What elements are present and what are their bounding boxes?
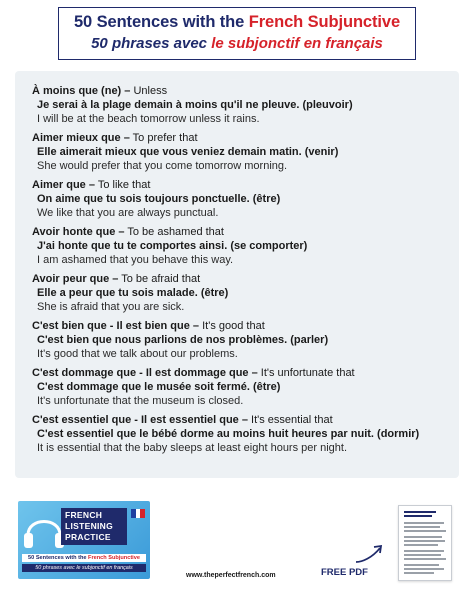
promo-subtitle-french: 50 phrases avec le subjonctif en français [22,564,146,572]
french-flag-icon [131,509,145,518]
thumb-line [404,544,438,546]
entry-expression: C'est dommage que - Il est dommage que – [32,367,258,379]
entry-english-sentence: She is afraid that you are sick. [37,301,185,313]
entry-heading [32,178,452,192]
entry-meaning: Unless [130,85,168,97]
entry-expression: Aimer que – [32,179,95,191]
entry-meaning: To be afraid that [118,273,201,285]
entry-item [32,225,452,267]
entry-english-sentence: I am ashamed that you behave this way. [37,254,234,266]
entry-english-sentence: It is essential that the baby sleeps at least eight hours per night. [37,442,348,454]
entry-item [32,84,452,126]
title-english-prefix: 50 Sentences with the [73,13,249,31]
free-pdf-label: FREE PDF [321,567,368,578]
promo-badge-line: LISTENING [65,521,114,531]
thumb-line [404,564,439,566]
entries-list [32,84,452,460]
entry-expression: Aimer mieux que – [32,132,130,144]
entry-english-sentence: It's good that we talk about our problems. [37,348,238,360]
entry-meaning: To prefer that [129,132,198,144]
promo-badge [61,508,127,545]
title-french-prefix: 50 phrases avec [91,35,212,52]
title-english [59,13,415,32]
promo-subtitle-highlight: French Subjunctive [88,555,140,561]
entry-french-sentence: Je serai à la plage demain à moins qu'il ne pleuve. (pleuvoir) [37,99,353,111]
entry-english-sentence: I will be at the beach tomorrow unless it rains. [37,113,260,125]
entry-meaning: It's good that [199,320,265,332]
entry-french-sentence: J'ai honte que tu te comportes ainsi. (se comporter) [37,240,308,252]
entry-item [32,413,452,455]
entry-english-sentence: It's unfortunate that the museum is closed. [37,395,244,407]
entry-heading [32,84,452,98]
entry-french-sentence: C'est bien que nous parlions de nos problèmes. (parler) [37,334,329,346]
entry-expression: C'est essentiel que - Il est essentiel que – [32,414,248,426]
entry-expression: Avoir honte que – [32,226,125,238]
listening-practice-banner[interactable] [18,501,150,579]
entry-meaning: It's unfortunate that [257,367,355,379]
thumb-line [404,572,434,574]
entry-french-sentence: C'est dommage que le musée soit fermé. (être) [37,381,281,393]
website-link[interactable]: www.theperfectfrench.com [186,572,276,579]
promo-badge-line: FRENCH [65,510,103,520]
entry-heading [32,413,452,427]
entry-heading [32,225,452,239]
entry-french-sentence: On aime que tu sois toujours ponctuelle. (être) [37,193,281,205]
entry-item [32,319,452,361]
thumb-line [404,522,444,524]
thumb-line [404,554,441,556]
entry-item [32,131,452,173]
thumb-line [404,550,444,552]
entry-item [32,178,452,220]
entry-item [32,366,452,408]
entry-item [32,272,452,314]
entry-expression: C'est bien que - Il est bien que – [32,320,200,332]
pdf-thumbnail[interactable] [398,505,452,581]
title-french [59,35,415,52]
entry-heading [32,319,452,333]
thumb-line [404,536,442,538]
entry-heading [32,366,452,380]
entry-french-sentence: Elle aimerait mieux que vous veniez demain matin. (venir) [37,146,339,158]
curved-arrow-icon [352,540,388,566]
entry-meaning: To like that [94,179,151,191]
thumb-line [404,530,446,532]
entry-english-sentence: We like that you are always punctual. [37,207,219,219]
title-box [58,7,416,60]
entry-expression: À moins que (ne) – [32,85,131,97]
thumb-line [404,540,445,542]
entry-french-sentence: Elle a peur que tu sois malade. (être) [37,287,229,299]
headphones-icon [22,505,66,551]
promo-badge-line: PRACTICE [65,532,111,542]
promo-subtitle-prefix: 50 Sentences with the [28,555,89,561]
entry-expression: Avoir peur que – [32,273,119,285]
thumb-line [404,558,446,560]
entry-meaning: It's essential that [247,414,333,426]
thumb-line [404,511,436,513]
title-english-highlight: French Subjunctive [248,13,401,31]
thumb-line [404,515,432,517]
entry-heading [32,272,452,286]
entry-english-sentence: She would prefer that you come tomorrow morning. [37,160,288,172]
promo-subtitle-english [22,554,146,562]
entry-meaning: To be ashamed that [124,226,224,238]
entry-french-sentence: C'est essentiel que le bébé dorme au moins huit heures par nuit. (dormir) [37,428,420,440]
entry-heading [32,131,452,145]
title-french-highlight: le subjonctif en français [211,35,383,52]
thumb-line [404,568,444,570]
thumb-line [404,526,440,528]
